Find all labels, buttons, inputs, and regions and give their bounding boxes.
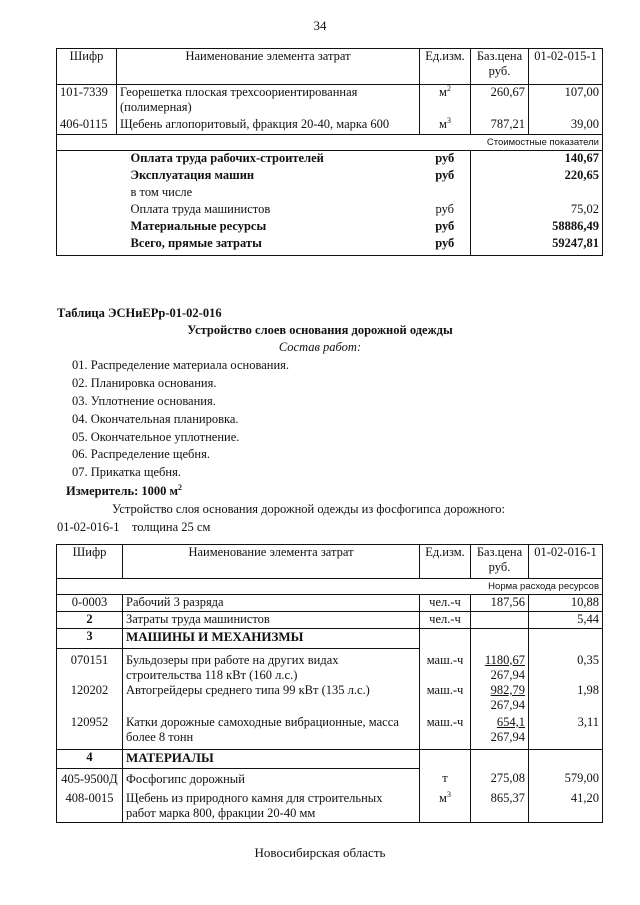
- measure-unit: Измеритель: 1000 $м^2$: [66, 482, 183, 498]
- cost-indicators-header: Стоимостные показатели: [471, 135, 603, 151]
- page-number: 34: [313, 18, 327, 33]
- work-item: 04. Окончательная планировка.: [72, 412, 239, 426]
- section-row-machines: 3 МАШИНЫ И МЕХАНИЗМЫ: [57, 629, 603, 649]
- table-header-row: [57, 545, 603, 579]
- cost-row: Оплата труда рабочих-строителей руб 140,67: [57, 151, 603, 168]
- table-01-02-016: [56, 544, 603, 823]
- table-row: 406-0115 Щебень аглопоритовый, фракция 20-40, марка 600 $м^3$ 787,21 39,00: [57, 117, 603, 135]
- table-header-row: [57, 49, 603, 85]
- norm-consumption-header: Норма расхода ресурсов: [471, 579, 603, 595]
- header-unit: Ед.изм.: [420, 49, 471, 85]
- cost-row: в том числе: [57, 185, 603, 202]
- table-title: Таблица ЭСНиЕРр-01-02-016: [57, 306, 222, 320]
- header-norm-code: 01-02-016-1: [529, 545, 603, 579]
- work-item: 05. Окончательное уплотнение.: [72, 430, 240, 444]
- table-row: 2 Затраты труда машинистов чел.-ч 5,44: [57, 612, 603, 629]
- table-row: 408-0015 Щебень из природного камня для строительных работ марка 800, фракции 20-40 мм $м^3$ 865,37 41,20: [57, 788, 603, 822]
- table-row: 120952 Катки дорожные самоходные вибрационные, масса более 8 тонн маш.-ч 654,1 267,94 3,11: [57, 715, 603, 749]
- page-footer: Новосибирская область: [254, 845, 386, 860]
- section-subtitle: Устройство слоев основания дорожной одежды: [187, 323, 453, 337]
- header-price: Баз.цена руб.: [471, 49, 529, 85]
- work-item: 01. Распределение материала основания.: [72, 358, 290, 372]
- cost-row: Эксплуатация машин руб 220,65: [57, 168, 603, 185]
- work-item: 03. Уплотнение основания.: [72, 394, 216, 408]
- header-unit: Ед.изм.: [420, 545, 471, 579]
- work-item: 02. Планировка основания.: [72, 376, 217, 390]
- cost-row: Материальные ресурсы руб 58886,49: [57, 219, 603, 236]
- header-price: Баз.цена руб.: [471, 545, 529, 579]
- works-title: Состав работ:: [278, 340, 362, 354]
- table-row: 070151 Бульдозеры при работе на других видах строительства 118 кВт (160 л.с.) маш.-ч 1180,67 267,94 0,35: [57, 649, 603, 684]
- header-name: Наименование элемента затрат: [117, 49, 420, 85]
- work-item: 06. Распределение щебня.: [72, 447, 210, 461]
- table-01-02-015: [56, 48, 603, 256]
- header-code: Шифр: [57, 545, 123, 579]
- variant-code: 01-02-016-1: [57, 520, 120, 534]
- work-description: Устройство слоя основания дорожной одежды из фосфогипса дорожного:: [112, 502, 505, 516]
- table-row: 405-9500Д Фосфогипс дорожный т 275,08 579,00: [57, 768, 603, 788]
- norm-header-row: [57, 579, 603, 595]
- header-code: Шифр: [57, 49, 117, 85]
- cost-row: Всего, прямые затраты руб 59247,81: [57, 236, 603, 256]
- cost-header-row: [57, 135, 603, 151]
- header-name: Наименование элемента затрат: [123, 545, 420, 579]
- section-row-materials: 4 МАТЕРИАЛЫ: [57, 749, 603, 768]
- header-norm-code: 01-02-015-1: [529, 49, 603, 85]
- table-row: 101-7339 Георешетка плоская трехсоориентированная (полимерная) $м^2$ 260,67 107,00: [57, 85, 603, 117]
- cost-row: Оплата труда машинистов руб 75,02: [57, 202, 603, 219]
- variant-text: толщина 25 см: [132, 520, 211, 534]
- table-row: 120202 Автогрейдеры среднего типа 99 кВт (135 л.с.) маш.-ч 982,79 267,94 1,98: [57, 683, 603, 715]
- work-item: 07. Прикатка щебня.: [72, 465, 181, 479]
- table-row: 0-0003 Рабочий 3 разряда чел.-ч 187,56 10,88: [57, 595, 603, 612]
